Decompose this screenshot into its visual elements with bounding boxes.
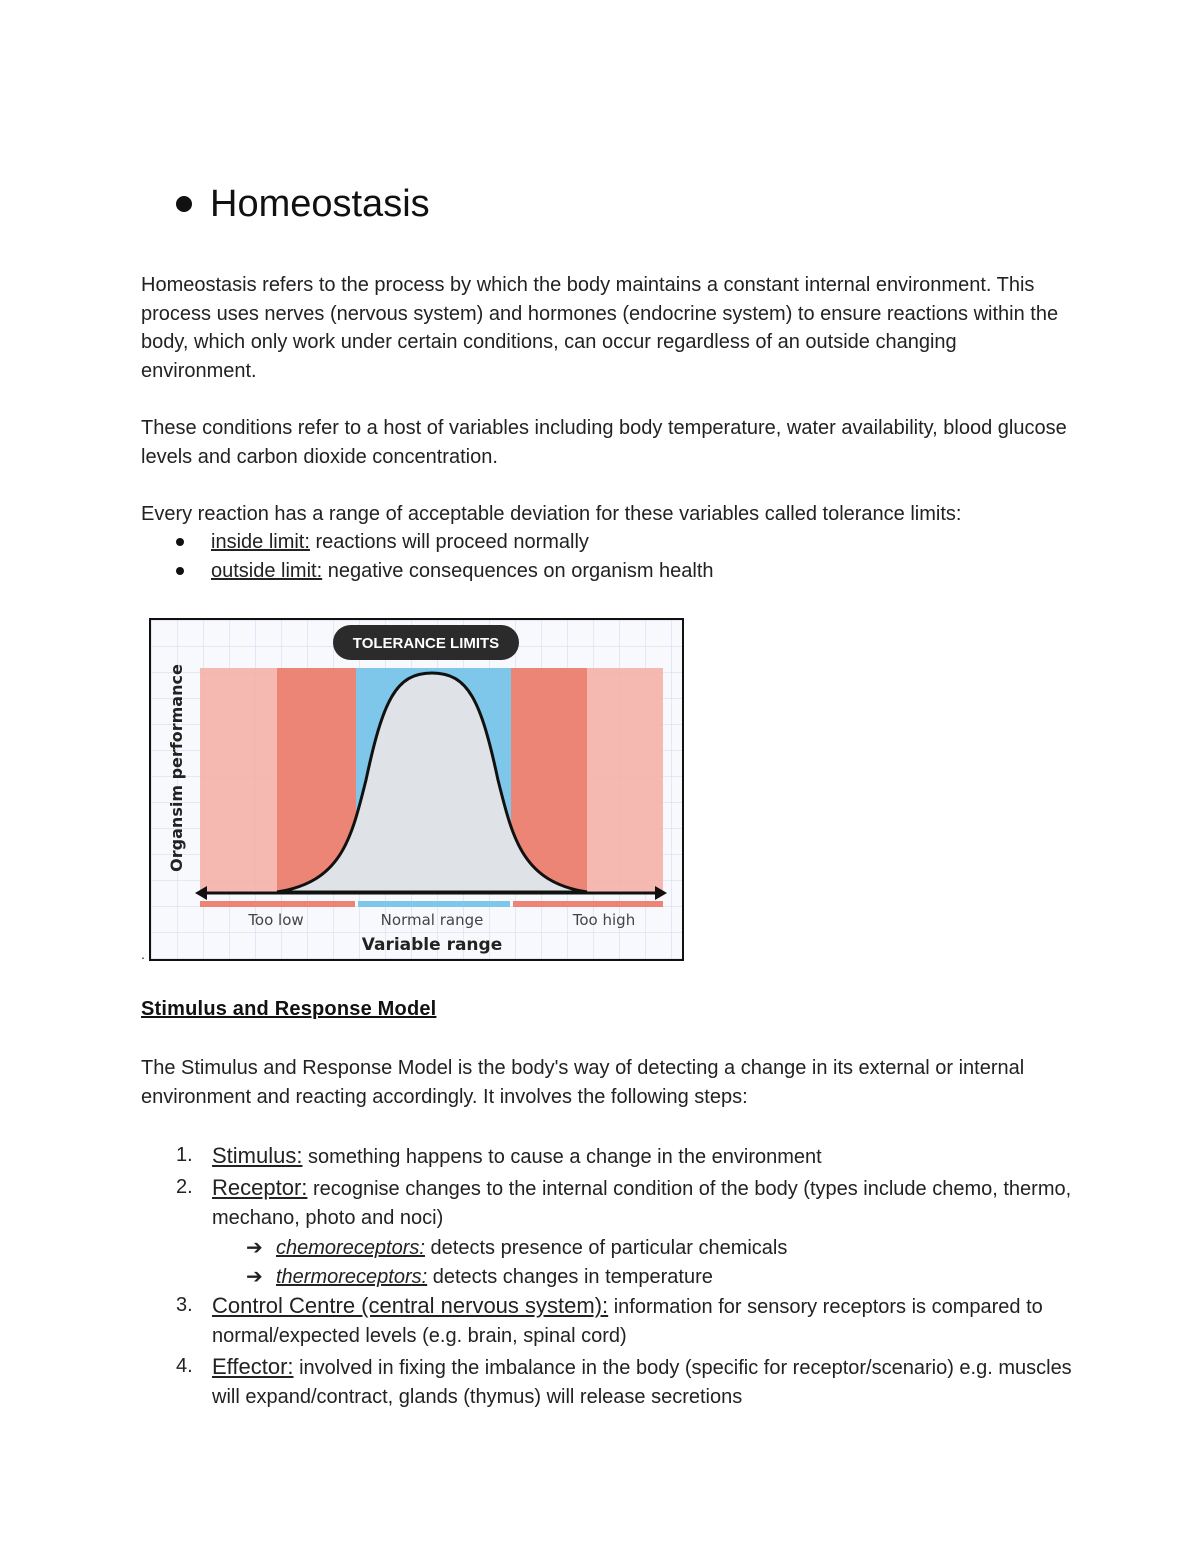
receptor-desc: detects presence of particular chemicals [424, 1237, 788, 1259]
list-item [246, 1234, 1076, 1263]
bullet-icon [176, 538, 184, 546]
zone-label-normal-range: Normal range [380, 911, 484, 929]
figure-trailing-mark: . [141, 946, 145, 962]
step-desc: something happens to cause a change in the environment [302, 1146, 822, 1168]
step-number: 2. [176, 1176, 193, 1198]
step-term: Receptor: [212, 1175, 308, 1200]
list-item [246, 1263, 1076, 1292]
limit-term: inside limit: [211, 531, 310, 553]
step-term: Control Centre (central nervous system): [212, 1293, 609, 1318]
tolerance-limits-figure [149, 618, 684, 961]
zone-label-too-high: Too high [572, 911, 636, 929]
too-high-bar [513, 901, 663, 907]
tolerance-limits-list [176, 528, 714, 585]
steps-list [176, 1141, 1076, 1413]
receptor-types-list [176, 1234, 1076, 1291]
title-row [176, 180, 430, 228]
banner-text: TOLERANCE LIMITS [352, 635, 500, 652]
page-title: Homeostasis [210, 183, 430, 225]
section-intro: The Stimulus and Response Model is the body's way of detecting a change in its external or internal environment and reacting accordingly. It involves the following steps: [141, 1057, 1025, 1108]
too-low-bar [200, 901, 355, 907]
too-low-outer-zone [200, 668, 277, 894]
list-item [176, 1352, 1076, 1412]
step-term: Stimulus: [212, 1143, 303, 1168]
receptor-desc: detects changes in temperature [427, 1265, 713, 1288]
normal-range-bar [358, 901, 510, 907]
tolerance-limits-diagram [151, 620, 682, 959]
list-item [176, 1173, 1076, 1233]
receptor-term: thermoreceptors: [276, 1265, 428, 1288]
limit-term: outside limit: [211, 559, 323, 582]
x-axis-label: Variable range [361, 935, 503, 955]
y-axis-label: Organsim performance [167, 664, 186, 872]
step-desc: information for sensory receptors is compared to normal/expected levels (e.g. brain, spinal cord) [212, 1296, 1043, 1347]
step-number: 3. [176, 1294, 193, 1316]
step-number: 1. [176, 1144, 193, 1166]
step-desc: involved in fixing the imbalance in the body (specific for receptor/scenario) e.g. muscles will expand/contract, glands (thymus) will release secretions [212, 1357, 1072, 1408]
limit-desc: reactions will proceed normally [309, 531, 589, 553]
step-term: Effector: [212, 1354, 294, 1379]
list-item [176, 1291, 1076, 1351]
limit-desc: negative consequences on organism health [322, 559, 714, 582]
section-heading: Stimulus and Response Model [141, 998, 437, 1020]
too-high-outer-zone [587, 668, 663, 894]
intro-paragraph-1: Homeostasis refers to the process by which the body maintains a constant internal environment. This process uses nerves (nervous system) and hormones (endocrine system) to ensure reactions within the body, which only work under certain conditions, can occur regardless of an outside changing environment. [141, 274, 1059, 382]
step-number: 4. [176, 1355, 193, 1377]
receptor-term: chemoreceptors: [276, 1237, 425, 1259]
receptor-types [176, 1234, 1076, 1291]
arrow-right-icon: ➔ [246, 1265, 263, 1288]
step-desc: recognise changes to the internal condition of the body (types include chemo, thermo, mechano, photo and noci) [212, 1178, 1072, 1229]
intro-paragraph-3: Every reaction has a range of acceptable deviation for these variables called tolerance limits: [141, 503, 962, 525]
list-item [176, 557, 714, 586]
arrow-right-icon: ➔ [246, 1237, 263, 1259]
bullet-icon [176, 567, 184, 575]
list-item [176, 528, 714, 557]
zone-label-too-low: Too low [248, 911, 304, 929]
bullet-icon [176, 196, 192, 212]
intro-paragraph-2: These conditions refer to a host of variables including body temperature, water availability, blood glucose levels and carbon dioxide concentration. [141, 417, 1067, 468]
list-item [176, 1141, 1076, 1172]
